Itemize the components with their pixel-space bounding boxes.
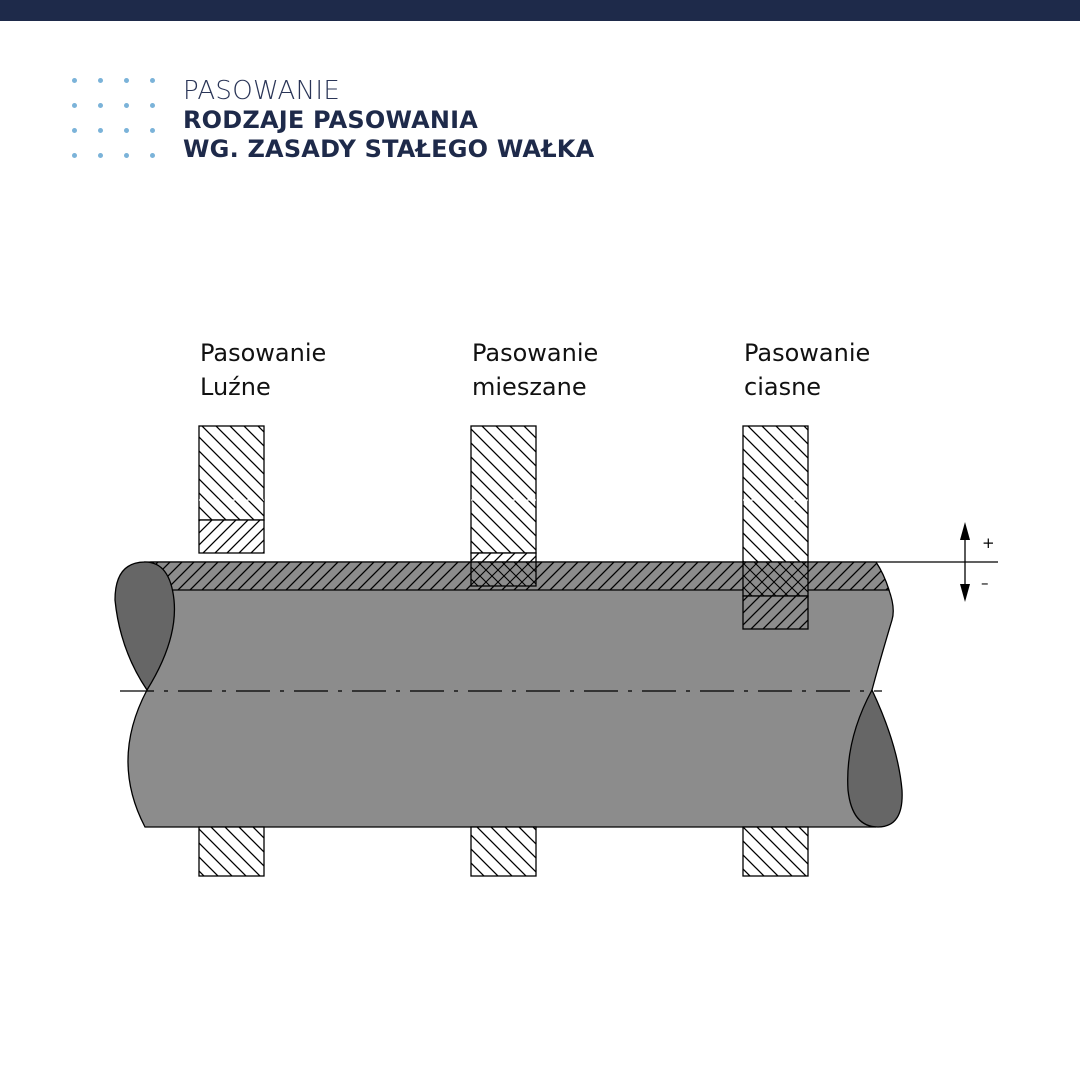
hole-clearance-lower: [199, 827, 264, 876]
fit-label-clearance-line2: Luźne: [200, 373, 271, 401]
hole-clearance-upper: [199, 426, 264, 520]
page-title-line-1: RODZAJE PASOWANIA: [183, 106, 479, 134]
deviation-arrow-down-icon: [960, 584, 970, 602]
hole-transition-tolerance-overlap: [471, 562, 536, 586]
hole-interference-lower: [743, 827, 808, 876]
deviation-plus-label: +: [982, 534, 995, 552]
fit-label-transition-line2: mieszane: [472, 373, 587, 401]
fit-label-interference-line1: Pasowanie: [744, 339, 871, 367]
hole-transition-lower: [471, 827, 536, 876]
hole-transition-tolerance-top: [471, 553, 536, 562]
hole-interference-upper: [743, 426, 808, 562]
page-title-line-2: WG. ZASADY STAŁEGO WAŁKA: [183, 135, 595, 163]
hole-clearance-tolerance: [199, 520, 264, 553]
hole-interference-overlap: [743, 562, 808, 596]
deviation-minus-label: –: [981, 574, 989, 592]
section-kicker: PASOWANIE: [183, 76, 341, 106]
deviation-arrow-up-icon: [960, 522, 970, 540]
hole-transition-upper: [471, 426, 536, 553]
fit-label-transition-line1: Pasowanie: [472, 339, 599, 367]
hole-interference-tolerance: [743, 596, 808, 629]
fit-label-interference-line2: ciasne: [744, 373, 822, 401]
fit-label-clearance-line1: Pasowanie: [200, 339, 327, 367]
